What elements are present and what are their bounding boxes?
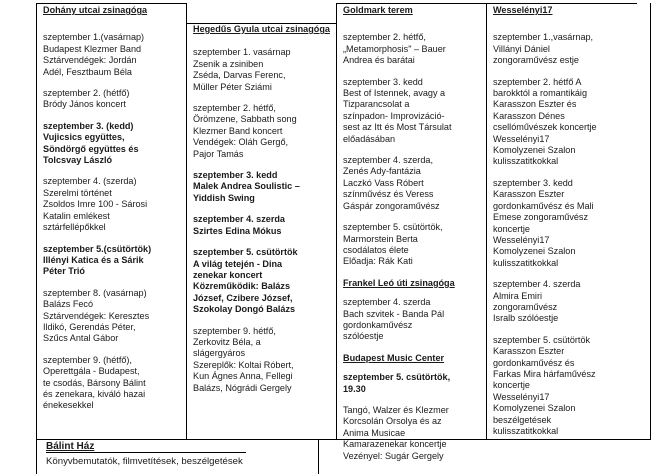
event-line: Karasszon Eszter — [493, 189, 565, 200]
bottom-section — [36, 439, 650, 474]
event-line: szeptember 1. vasárnap — [193, 47, 291, 58]
event-line: Kamarazenekar koncertje — [343, 439, 447, 450]
event-entry — [493, 335, 646, 438]
event-line: Klezmer Band koncert — [193, 125, 283, 136]
column-hegedus — [187, 3, 337, 439]
event-line: Tolcsvay László — [43, 155, 113, 166]
venue-title: Frankel Leó úti zsinagóga — [343, 277, 455, 288]
event-line: szeptember 9. (hétfő), — [43, 354, 132, 365]
venue-title: Wesselényi17 — [493, 5, 553, 15]
event-line: Zsoldos Imre 100 - Sárosi — [43, 199, 148, 210]
event-entry — [343, 372, 482, 395]
event-line: Bach szvitek - Banda Pál — [343, 308, 445, 319]
event-line: szeptember 2. (hétfő) — [43, 88, 130, 99]
event-line: Vendégek: Oláh Gergő, — [193, 137, 289, 148]
event-line: Marmorstein Berta — [343, 233, 418, 244]
event-line: koncertje — [493, 380, 530, 391]
bottom-description: Könyvbemutatók, filmvetítések, beszélgetések — [46, 456, 243, 467]
event-line: Söndörgő együttes és — [43, 143, 139, 154]
event-line: szeptember 2. hétfő, — [193, 103, 276, 114]
event-line: Adél, Fesztbaum Béla — [43, 66, 132, 77]
entry-list — [43, 32, 182, 411]
event-line: Anima Musicae — [343, 427, 406, 438]
event-line: Sztárvendégek: Jordán — [43, 55, 137, 66]
event-line: szeptember 5.(csütörtök) — [43, 243, 152, 254]
event-line: szeptember 4. szerda — [193, 214, 285, 225]
entry-list — [343, 32, 482, 267]
event-line: „Metamorphosis" – Bauer — [343, 43, 446, 54]
event-line: Kun Ágnes Anna, Fellegi — [193, 371, 293, 382]
event-entry — [43, 288, 182, 345]
event-line: szeptember 3. kedd — [193, 170, 278, 181]
event-line: Tangó, Walzer és Klezmer — [343, 404, 449, 415]
event-entry — [43, 88, 182, 111]
event-line: Bródy János koncert — [43, 99, 126, 110]
event-line: szeptember 1.,vasárnap, — [493, 32, 594, 43]
event-entry — [343, 222, 482, 268]
entry-list — [493, 32, 646, 437]
event-line: Wesselényi17 — [493, 234, 550, 245]
event-line: Komolyzenei Szalon — [493, 145, 576, 156]
event-line: Katalin emlékest — [43, 210, 110, 221]
event-entry — [43, 121, 182, 167]
event-line: Karasszon Dénes — [493, 110, 565, 121]
event-line: beszélgetések — [493, 414, 552, 425]
event-line: színpadon- Improvizáció- — [343, 110, 445, 121]
event-entry — [43, 32, 182, 78]
event-line: szeptember 3. (kedd) — [43, 120, 134, 131]
event-line: szeptember 9. hétfő, — [193, 325, 276, 336]
event-line: Tizparancsolat a — [343, 99, 410, 110]
column-goldmark — [337, 3, 487, 461]
event-line: Ildikó, Gerendás Péter, — [43, 321, 136, 332]
event-line: csodálatos élete — [343, 244, 409, 255]
event-line: Müller Péter Sziámi — [193, 81, 272, 92]
column-wesselenyi — [487, 3, 651, 439]
event-line: Best of Istennek, avagy a — [343, 88, 446, 99]
event-line: gordonkaművész és — [493, 357, 575, 368]
event-line: szeptember 8. (vasárnap) — [43, 287, 147, 298]
event-line: Örömzene, Sabbath song — [193, 114, 297, 125]
event-line: Balázs Fecó — [43, 299, 94, 310]
venue-title: Budapest Music Center — [343, 352, 445, 363]
event-line: Wesselényi17 — [493, 133, 550, 144]
event-line: Wesselényi17 — [493, 391, 550, 402]
event-line: gordonkaművész és Mali — [493, 200, 594, 211]
event-line: Karasszon Eszter — [493, 346, 565, 357]
event-entry — [193, 326, 332, 394]
event-line: előadásában — [343, 133, 396, 144]
event-line: Andrea és barátai — [343, 55, 415, 66]
event-line: Emese zongoraművész — [493, 212, 589, 223]
event-line: Szereplők: Koltai Róbert, — [193, 359, 294, 370]
event-line: szeptember 5. csütörtök — [493, 334, 591, 345]
event-line: szeptember 5. csütörtök — [193, 247, 298, 258]
event-line: Zséda, Darvas Ferenc, — [193, 70, 286, 81]
event-entry — [343, 77, 482, 145]
event-line: gordonkaművész — [343, 319, 413, 330]
event-line: Komolyzenei Szalon — [493, 403, 576, 414]
event-line: Operettgála - Budapest, — [43, 366, 140, 377]
venue-title: Goldmark terem — [343, 5, 413, 15]
event-line: Isralb szólóestje — [493, 313, 559, 324]
event-entry — [193, 47, 332, 93]
event-line: A világ tetején - Dina — [193, 258, 283, 269]
entry-list — [193, 47, 332, 394]
venue-title-balint-haz: Bálint Ház — [46, 441, 95, 452]
event-line: Laczkó Vass Róbert — [343, 177, 424, 188]
event-line: szeptember 4. szerda — [493, 279, 581, 290]
event-line: Karasszon Eszter és — [493, 99, 577, 110]
entry-list — [343, 297, 482, 343]
divider — [46, 452, 246, 453]
event-line: Villányi Dániel — [493, 43, 550, 54]
venue-title: Dohány utcai zsinagóga — [43, 5, 148, 15]
event-line: szeptember 2. hétfő A — [493, 76, 582, 87]
event-line: kulisszatitkokkal — [493, 426, 559, 436]
event-line: szeptember 1.(vasárnap) — [43, 32, 145, 43]
event-line: Vezényel: Sugár Gergely — [343, 450, 444, 461]
event-entry — [493, 77, 646, 168]
event-line: szeptember 3. kedd — [343, 76, 423, 87]
event-line: Korcsolán Orsolya és az — [343, 416, 442, 427]
event-line: Yiddish Swing — [193, 192, 255, 203]
event-entry — [193, 214, 332, 237]
event-line: csellóművészek koncertje — [493, 122, 597, 133]
event-line: zongoraművész estje — [493, 55, 579, 66]
event-line: te csodás, Bársony Bálint — [43, 377, 146, 388]
event-entry — [343, 155, 482, 212]
event-line: Zerkovitz Béla, a — [193, 336, 261, 347]
event-line: Szirtes Edina Mókus — [193, 225, 282, 236]
event-line: slágergyáros — [193, 348, 246, 359]
event-line: kulisszatitkokkal — [493, 257, 559, 268]
event-line: Szerelmi történet — [43, 187, 112, 198]
event-line: Illényi Katica és a Sárik — [43, 254, 144, 265]
event-entry — [493, 32, 646, 66]
event-line: és zenekara, kiváló hazai — [43, 388, 146, 399]
event-entry — [43, 244, 182, 278]
event-line: szeptember 2. hétfő, — [343, 32, 426, 43]
event-line: szólóestje — [343, 331, 384, 342]
event-line: barokktól a romantikáig — [493, 88, 588, 99]
venue-title: Hegedűs Gyula utcai zsinagóga — [193, 24, 330, 34]
event-line: Vujicsics együttes, — [43, 132, 125, 143]
event-line: Zsenik a zsiniben — [193, 58, 264, 69]
event-entry — [493, 178, 646, 269]
event-line: Balázs, Nógrádi Gergely — [193, 382, 292, 393]
event-line: szeptember 4. (szerda) — [43, 176, 137, 187]
event-entry — [343, 32, 482, 66]
event-line: Malek Andrea Soulistic – — [193, 181, 300, 192]
event-line: Pajor Tamás — [193, 148, 244, 159]
event-line: Budapest Klezmer Band — [43, 43, 142, 54]
column-dohany — [37, 3, 187, 439]
event-entry — [193, 170, 332, 204]
event-line: színművész és Veress — [343, 189, 434, 200]
event-line: Péter Trió — [43, 266, 85, 277]
event-line: énekesekkel — [43, 400, 94, 411]
event-line: sest az Itt és Most Társulat — [343, 122, 452, 133]
divider — [36, 439, 37, 474]
event-line: zongoraművész — [493, 301, 558, 312]
event-line: Almira Emiri — [493, 290, 543, 301]
event-line: Zenés Ady-fantázia — [343, 166, 421, 177]
event-line: koncertje — [493, 223, 530, 234]
event-entry — [43, 355, 182, 412]
event-line: Farkas Mira hárfaművész — [493, 368, 596, 379]
event-entry — [193, 247, 332, 315]
event-line: kulisszatitkokkal — [493, 156, 559, 167]
event-line: szeptember 4. szerda — [343, 297, 431, 308]
event-line: zenekar koncert — [193, 269, 263, 280]
event-line: Szűcs Antal Gábor — [43, 333, 119, 344]
event-entry — [493, 279, 646, 325]
event-line: József, Czibere József, — [193, 292, 293, 303]
event-entry — [343, 297, 482, 343]
event-line: Közreműködik: Balázs — [193, 281, 291, 292]
event-line: szeptember 3. kedd — [493, 177, 573, 188]
event-line: szeptember 5. csütörtök, — [343, 222, 443, 233]
event-line: Előadja: Rák Kati — [343, 256, 413, 267]
sub-venue-list — [343, 278, 482, 462]
event-line: Gáspár zongoraművész — [343, 200, 440, 211]
event-entry — [193, 103, 332, 160]
event-line: Szokolay Dongó Balázs — [193, 304, 296, 315]
event-line: szeptember 4. szerda, — [343, 155, 433, 166]
event-entry — [43, 176, 182, 233]
event-line: sztárfellépőkkel — [43, 222, 106, 233]
event-line: Komolyzenei Szalon — [493, 246, 576, 257]
divider — [318, 439, 319, 474]
event-line: Sztárvendégek: Keresztes — [43, 310, 150, 321]
event-line: 19.30 — [343, 383, 366, 394]
event-line: szeptember 5. csütörtök, — [343, 372, 451, 383]
